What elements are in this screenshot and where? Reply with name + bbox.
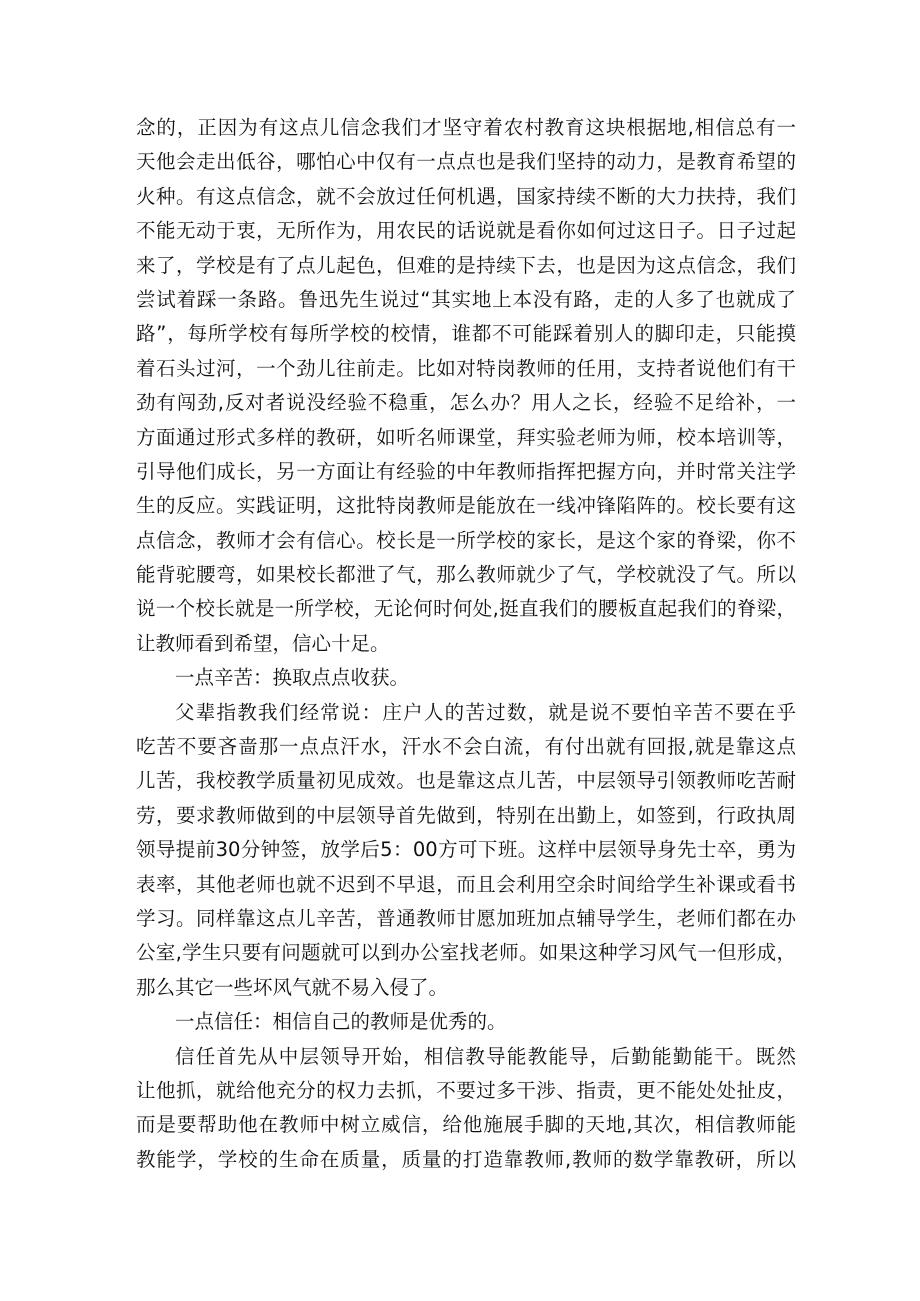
text-line: 劲有闯劲,反对者说没经验不稳重，怎么办？用人之长，经验不足给补，一 <box>136 391 796 415</box>
text-line: 让教师看到希望，信心十足。 <box>136 631 390 655</box>
document-body <box>136 111 796 1177</box>
text-line: 那么其它一些坏风气就不易入侵了。 <box>136 975 449 999</box>
text-line: 尝试着踩一条路。鲁迅先生说过“其实地上本没有路，走的人多了也就成了 <box>136 287 796 311</box>
text-line: 天他会走出低谷，哪怕心中仅有一点点也是我们坚持的动力，是教育希望的 <box>136 150 796 174</box>
text-line: 点信念，教师才会有信心。校长是一所学校的家长，是这个家的脊梁，你不 <box>136 528 796 552</box>
text-line: 信任首先从中层领导开始，相信教导能教能导，后勤能勤能干。既然 <box>175 1044 796 1068</box>
text-line: 生的反应。实践证明，这批特岗教师是能放在一线冲锋陷阵的。校长要有这 <box>136 494 796 518</box>
text-line: 能背驼腰弯，如果校长都泄了气，那么教师就少了气，学校就没了气。所以 <box>136 563 796 587</box>
text-line: 方面通过形式多样的教研，如听名师课堂，拜实验老师为师，校本培训等， <box>136 425 796 449</box>
text-line: 教能学，学校的生命在质量，质量的打造靠教师,教师的数学靠教研，所以 <box>136 1147 796 1171</box>
text-line: 儿苦，我校教学质量初见成效。也是靠这点儿苦，中层领导引领教师吃苦耐 <box>136 769 796 793</box>
text-line: 路”，每所学校有每所学校的校情，谁都不可能踩着别人的脚印走，只能摸 <box>136 322 796 346</box>
text-line: 不能无动于衷，无所作为，用农民的话说就是看你如何过这日子。日子过起 <box>136 219 796 243</box>
text-line: 念的，正因为有这点儿信念我们才坚守着农村教育这块根据地,相信总有一 <box>136 116 796 139</box>
text-line: 让他抓，就给他充分的权力去抓，不要过多干涉、指责，更不能处处扯皮， <box>136 1078 796 1102</box>
text-line: 而是要帮助他在教师中树立威信，给他施展手脚的天地,其次，相信教师能 <box>136 1113 796 1137</box>
text-line: 学习。同样靠这点儿辛苦，普通教师甘愿加班加点辅导学生，老师们都在办 <box>136 906 796 930</box>
text-line: 火种。有这点信念，就不会放过任何机遇，国家持续不断的大力扶持，我们 <box>136 184 796 208</box>
text-line: 父辈指教我们经常说：庄户人的苦过数，就是说不要怕辛苦不要在乎 <box>175 700 796 724</box>
text-line: 表率，其他老师也就不迟到不早退，而且会利用空余时间给学生补课或看书 <box>136 872 796 896</box>
text-line: 来了，学校是有了点儿起色，但难的是持续下去，也是因为这点信念，我们 <box>136 253 796 277</box>
text-line: 着石头过河，一个劲儿往前走。比如对特岗教师的任用，支持者说他们有干 <box>136 356 796 380</box>
text-line: 吃苦不要吝啬那一点点汗水，汗水不会白流，有付出就有回报,就是靠这点 <box>136 735 796 759</box>
text-line: 说一个校长就是一所学校，无论何时何处,挺直我们的腰板直起我们的脊梁， <box>136 597 796 621</box>
text-line: 领导提前30分钟签，放学后5：00方可下班。这样中层领导身先士卒，勇为 <box>136 838 796 862</box>
section-heading: 一点辛苦：换取点点收获。 <box>175 666 410 690</box>
text-line: 公室,学生只要有问题就可以到办公室找老师。如果这种学习风气一但形成， <box>136 941 796 965</box>
section-heading: 一点信任：相信自己的教师是优秀的。 <box>175 1010 507 1034</box>
text-line: 劳，要求教师做到的中层领导首先做到，特别在出勤上，如签到，行政执周 <box>136 803 796 827</box>
text-line: 引导他们成长，另一方面让有经验的中年教师指挥把握方向，并时常关注学 <box>136 459 796 483</box>
